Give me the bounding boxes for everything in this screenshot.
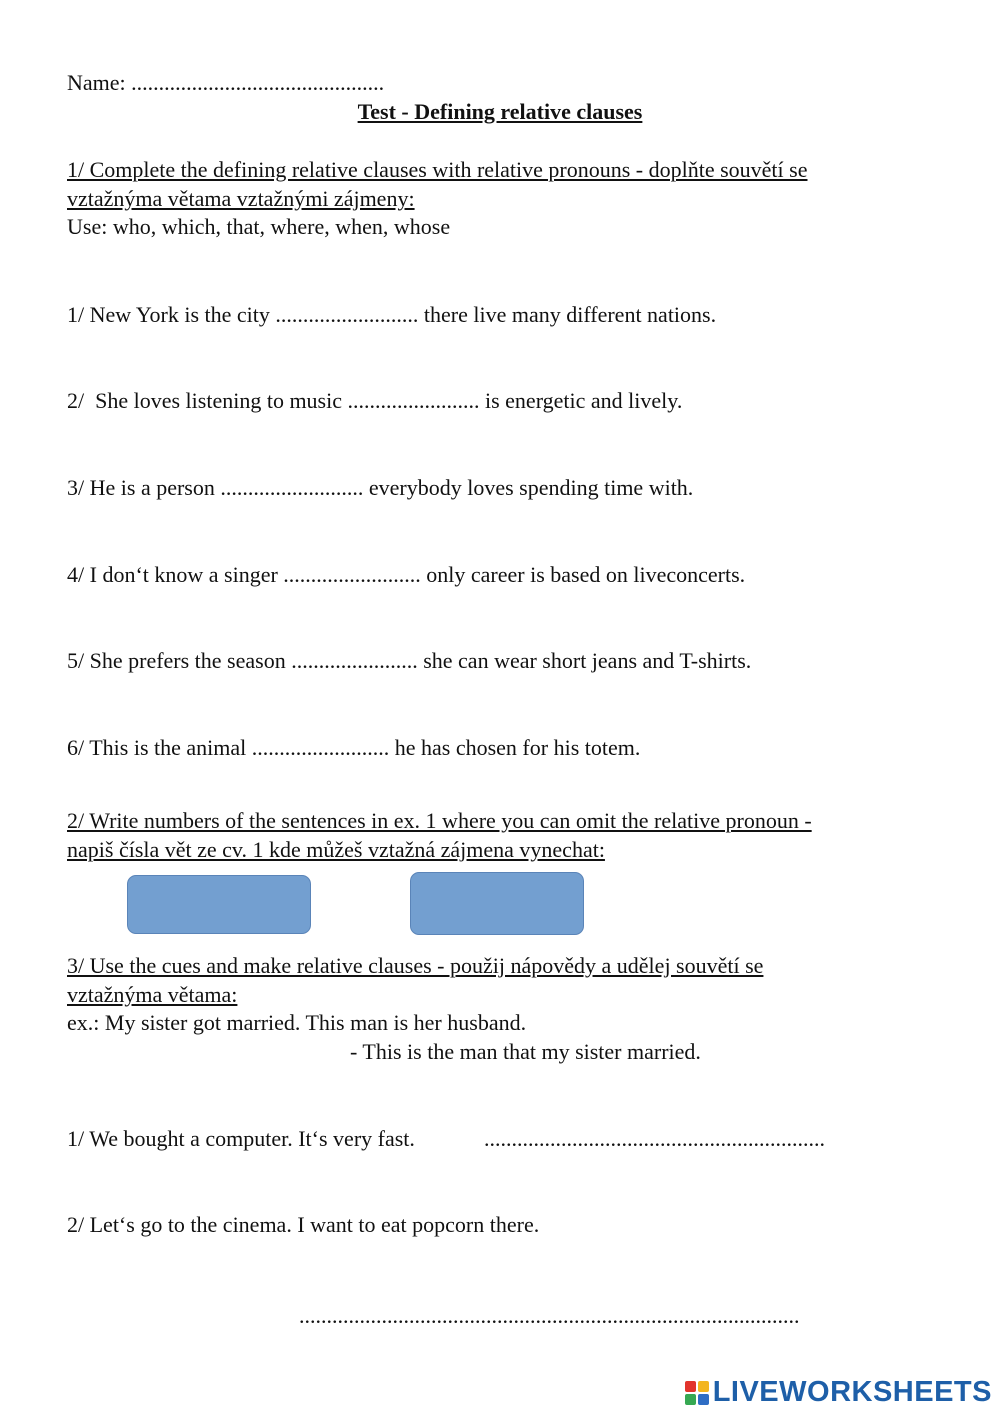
- exercise1-heading-cont: vztažnýma větama vztažnými zájmeny:: [67, 186, 415, 211]
- word-bank: Use: who, which, that, where, when, whose: [67, 214, 451, 239]
- example-line: ex.: My sister got married. This man is her husband.: [67, 1010, 527, 1035]
- name-line: Name: ..............................................: [67, 70, 385, 95]
- exercise2-heading: 2/ Write numbers of the sentences in ex. 1 where you can omit the relative pronoun -: [67, 808, 812, 833]
- example-answer: - This is the man that my sister married.: [350, 1039, 701, 1064]
- exercise3-heading-cont: vztažnýma větama:: [67, 982, 238, 1007]
- sentence-6: 6/ This is the animal ......................... he has chosen for his totem.: [67, 735, 641, 760]
- sentence-4: 4/ I don‘t know a singer ......................... only career is based on liveconcerts.: [67, 562, 746, 587]
- answer-box-2[interactable]: [410, 872, 584, 935]
- cue-2: 2/ Let‘s go to the cinema. I want to eat popcorn there.: [67, 1212, 540, 1237]
- exercise3-heading: 3/ Use the cues and make relative clauses - použij nápovědy a udělej souvětí se: [67, 953, 764, 978]
- sentence-5: 5/ She prefers the season ....................... she can wear short jeans and T-shirts.: [67, 648, 752, 673]
- sentence-2: 2/ She loves listening to music ........................ is energetic and lively.: [67, 388, 683, 413]
- cue-1: 1/ We bought a computer. It‘s very fast.: [67, 1126, 415, 1151]
- answer-box-1[interactable]: [127, 875, 311, 934]
- exercise2-heading-cont: napiš čísla vět ze cv. 1 kde můžeš vztažná zájmena vynechat:: [67, 837, 605, 862]
- sentence-1: 1/ New York is the city .......................... there live many different nations.: [67, 302, 717, 327]
- logo-text: LIVEWORKSHEETS: [712, 1376, 992, 1408]
- exercise1-heading: 1/ Complete the defining relative clauses with relative pronouns - doplňte souvětí se: [67, 157, 808, 182]
- sentence-3: 3/ He is a person .......................... everybody loves spending time with.: [67, 475, 694, 500]
- liveworksheets-logo: [685, 1378, 992, 1407]
- page-title: Test - Defining relative clauses: [357, 99, 643, 124]
- logo-grid-icon: [685, 1381, 709, 1405]
- answer-line-1[interactable]: ..............................................................: [484, 1126, 825, 1151]
- answer-line-2[interactable]: ...........................................................................................: [299, 1303, 800, 1328]
